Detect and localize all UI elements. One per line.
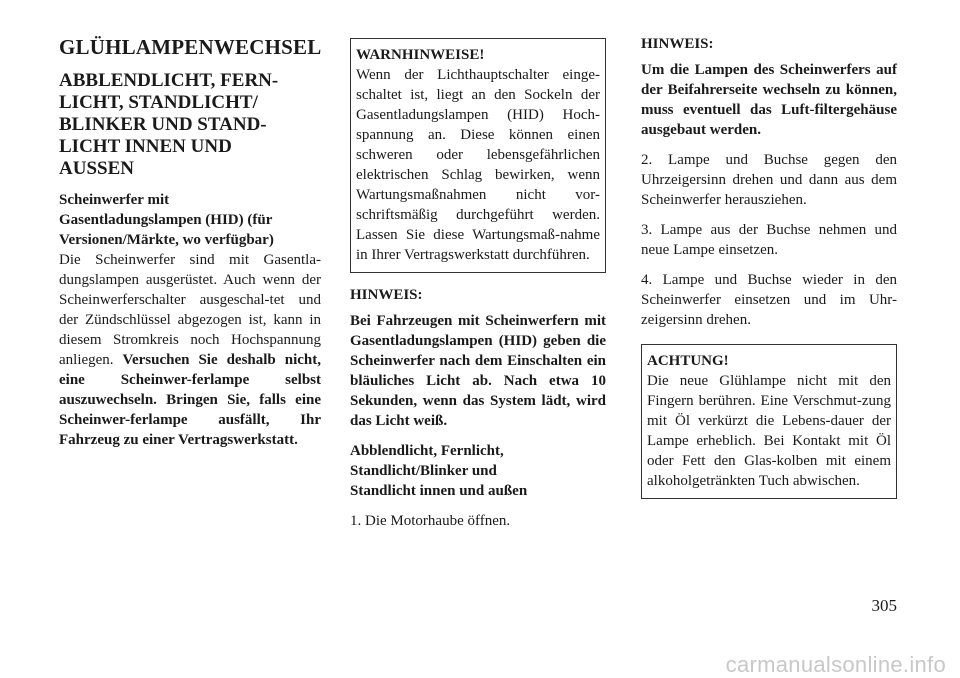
step-3: 3. Lampe aus der Buchse nehmen und neue Lampe einsetzen.: [641, 222, 897, 258]
section-title-line: ABBLENDLICHT, FERN-: [59, 70, 279, 91]
hid-heading: [59, 190, 321, 250]
note-title: HINWEIS:: [350, 287, 423, 303]
hid-text: Die Scheinwerfer sind mit Gasentla-dungslampen ausgerüstet. Auch wenn der Scheinwerferschalter ausgeschal-tet und der Zündschlüssel abgezogen ist, kann in diesem Stromkreis noch Hochspannung anliegen.: [59, 252, 321, 368]
hid-paragraph: [59, 250, 321, 450]
caution-title: ACHTUNG!: [647, 353, 729, 369]
section-title-line: LICHT, STANDLICHT/: [59, 92, 258, 113]
section-title: [59, 70, 321, 180]
caution-box: [641, 344, 897, 499]
column-right: [641, 34, 897, 511]
note-text: Bei Fahrzeugen mit Scheinwerfern mit Gasentladungslampen (HID) geben die Scheinwerfer nach dem Einschalten ein bläuliches Licht ab. Nach etwa 10 Sekunden, wenn das System lädt, wird das Licht weiß.: [350, 313, 606, 429]
hid-heading-line: Versionen/Märkte, wo verfügbar): [59, 232, 274, 248]
page-title: GLÜHLAMPENWECHSEL: [59, 35, 322, 59]
hid-text-bold: Versuchen Sie deshalb nicht, eine Scheinwer-ferlampe selbst auszuwechseln. Bringen Sie, falls eine Scheinwer-ferlampe ausfällt, Ihr Fahrzeug zu einer Vertragswerkstatt.: [59, 352, 321, 448]
column-left: [59, 34, 321, 460]
section-title-line: LICHT INNEN UND: [59, 136, 232, 157]
hid-heading-line: Scheinwerfer mit: [59, 192, 170, 208]
warning-box: [350, 38, 606, 273]
section-heading-line: Standlicht innen und außen: [350, 483, 528, 499]
note-text: Um die Lampen des Scheinwerfers auf der Beifahrerseite wechseln zu können, muss eventuell das Luft-filtergehäuse ausgebaut werden.: [641, 62, 897, 138]
step-4: 4. Lampe und Buchse wieder in den Scheinwerfer einsetzen und im Uhr-zeigersinn drehen.: [641, 272, 897, 328]
hid-heading-line: Gasentladungslampen (HID) (für: [59, 212, 273, 228]
step-2: 2. Lampe und Buchse gegen den Uhrzeigersinn drehen und dann aus dem Scheinwerfer herausziehen.: [641, 152, 897, 208]
section-heading-line: Standlicht/Blinker und: [350, 463, 497, 479]
section-title-line: BLINKER UND STAND-: [59, 114, 267, 135]
section-heading: [350, 441, 606, 501]
warning-text: Wenn der Lichthauptschalter einge-schaltet ist, liegt an den Sockeln der Gasentladungslampen (HID) Hoch-spannung an. Diese können einen schweren oder lebensgefährlichen elektrischen Schlag bewirken, wenn Wartungsmaßnahmen nicht vor-schriftsmäßig durchgeführt werden. Lassen Sie diese Wartungsmaß-nahme in Ihrer Vertragswerkstatt durchführen.: [356, 67, 600, 263]
page-number: 305: [871, 596, 897, 615]
warning-title: WARNHINWEISE!: [356, 47, 485, 63]
watermark: carmanualsonline.info: [725, 652, 946, 677]
section-title-line: AUSSEN: [59, 158, 134, 179]
note-title: HINWEIS:: [641, 36, 714, 52]
column-middle: [350, 34, 606, 541]
section-heading-line: Abblendlicht, Fernlicht,: [350, 443, 504, 459]
step-1: 1. Die Motorhaube öffnen.: [350, 513, 511, 529]
caution-text: Die neue Glühlampe nicht mit den Fingern berühren. Eine Verschmut-zung mit Öl verkürzt die Lebens-dauer der Lampe erheblich. Bei Kontakt mit Öl oder Fett den Glas-kolben mit einem alkoholgetränkten Tuch abwischen.: [647, 373, 891, 489]
